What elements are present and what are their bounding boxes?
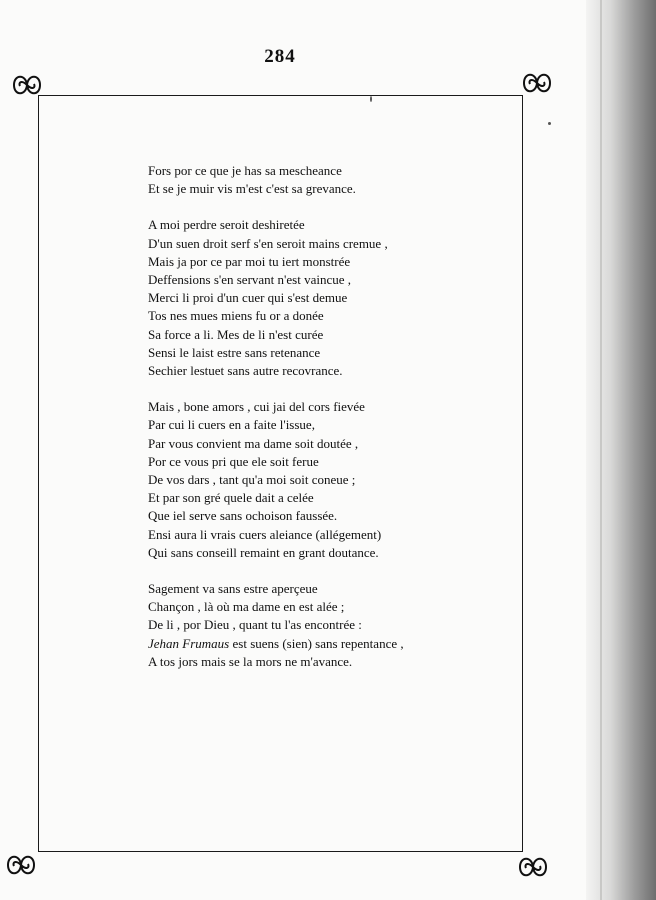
poem-line: Sensi le laist estre sans retenance: [148, 344, 321, 360]
poem-line: Mais , bone amors , cui jai del cors fievée: [148, 399, 365, 415]
poem-line: Sechier lestuet sans autre recovrance.: [148, 363, 343, 379]
poem-line: Et se je muir vis m'est c'est sa grevance.: [148, 181, 356, 197]
stanza: [148, 398, 508, 562]
poem-line: De li , por Dieu , quant tu l'as encontrée :: [148, 617, 362, 633]
corner-ornament-icon: [4, 850, 38, 880]
page-gutter-shadow: [586, 0, 656, 900]
poem-line: Ensi aura li vrais cuers aleiance (allégement): [148, 526, 382, 542]
poem-line: Sa force a li. Mes de li n'est curée: [148, 326, 324, 342]
poem-text: [148, 162, 508, 689]
stanza: [148, 580, 508, 671]
poem-line: De vos dars , tant qu'a moi soit coneue ;: [148, 472, 356, 488]
poem-line: Chançon , là où ma dame en est alée ;: [148, 599, 345, 615]
poem-line: Merci li proi d'un cuer qui s'est demue: [148, 290, 348, 306]
poem-signature-line: [148, 635, 508, 653]
corner-ornament-icon: [520, 68, 554, 98]
corner-ornament-icon: [10, 70, 44, 100]
corner-ornament-icon: [516, 852, 550, 882]
poem-line: Et par son gré quele dait a celée: [148, 490, 314, 506]
poem-line: D'un suen droit serf s'en seroit mains cremue ,: [148, 235, 388, 251]
poem-line: A moi perdre seroit deshiretée: [148, 217, 305, 233]
poem-line: Qui sans conseill remaint en grant doutance.: [148, 544, 379, 560]
poem-line: Por ce vous pri que ele soit ferue: [148, 453, 319, 469]
signature-line-rest: est suens (sien) sans repentance ,: [229, 635, 404, 651]
author-name: Jehan Frumaus: [148, 635, 230, 651]
print-speck: [370, 96, 372, 102]
poem-line: Fors por ce que je has sa mescheance: [148, 163, 342, 178]
poem-line: Tos nes mues miens fu or a donée: [148, 308, 324, 324]
page-edge: [600, 0, 602, 900]
page-number: 284: [264, 46, 296, 67]
stanza: [148, 162, 508, 198]
poem-line: Mais ja por ce par moi tu iert monstrée: [148, 253, 351, 269]
poem-line: Par cui li cuers en a faite l'issue,: [148, 417, 315, 433]
poem-line: Deffensions s'en servant n'est vaincue ,: [148, 272, 351, 288]
poem-line: Que iel serve sans ochoison faussée.: [148, 508, 338, 524]
stanza: [148, 216, 508, 380]
print-speck: [548, 122, 551, 125]
poem-line: Sagement va sans estre aperçeue: [148, 581, 318, 597]
poem-line: Par vous convient ma dame soit doutée ,: [148, 435, 359, 451]
poem-line: A tos jors mais se la mors ne m'avance.: [148, 653, 353, 669]
